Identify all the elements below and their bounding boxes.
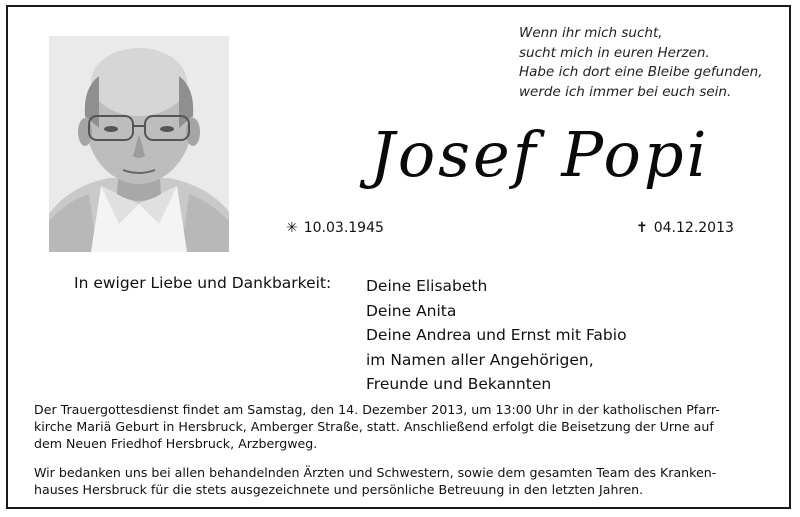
deceased-name: Josef Popi — [370, 118, 710, 191]
poem-line: Habe ich dort eine Bleibe gefunden, — [519, 64, 763, 81]
service-line: Der Trauergottesdienst findet am Samstag, den 14. Dezember 2013, um 13:00 Uhr in der katholischen Pfarr- — [34, 402, 720, 417]
thanks-line: Wir bedanken uns bei allen behandelnden Ärzten und Schwestern, sowie dem gesamten Team des Kranken- — [34, 465, 717, 480]
death-cross-icon: ✝ — [636, 220, 648, 236]
thanks-paragraph — [34, 465, 774, 499]
mourner-line: Deine Andrea und Ernst mit Fabio — [366, 326, 627, 345]
death-date: 04.12.2013 — [653, 220, 734, 236]
mourners-intro: In ewiger Liebe und Dankbarkeit: — [74, 274, 332, 292]
mourner-line: Deine Elisabeth — [366, 277, 488, 295]
mourner-line: im Namen aller Angehörigen, — [366, 350, 594, 369]
portrait-illustration — [49, 36, 229, 252]
birth-date-line — [286, 220, 384, 236]
birth-star-icon: ✳ — [286, 220, 298, 236]
funeral-service-paragraph — [34, 402, 774, 452]
birth-date: 10.03.1945 — [303, 220, 384, 236]
memorial-poem — [519, 24, 762, 102]
mourner-line: Freunde und Bekannten — [366, 375, 552, 394]
portrait-photo — [49, 36, 229, 252]
thanks-line: hauses Hersbruck für die stets ausgezeichnete und persönliche Betreuung in den letzten Jahren. — [34, 481, 644, 497]
service-line: kirche Mariä Geburt in Hersbruck, Amberger Straße, statt. Anschließend erfolgt die Beisetzung der Urne auf — [34, 418, 714, 434]
poem-line: Wenn ihr mich sucht, — [519, 25, 663, 41]
mourners-list — [366, 274, 627, 397]
mourner-line: Deine Anita — [366, 301, 457, 320]
death-date-line — [636, 220, 734, 236]
service-line: dem Neuen Friedhof Hersbruck, Arzbergweg. — [34, 435, 318, 451]
poem-line: werde ich immer bei euch sein. — [519, 83, 732, 100]
poem-line: sucht mich in euren Herzen. — [519, 44, 710, 61]
